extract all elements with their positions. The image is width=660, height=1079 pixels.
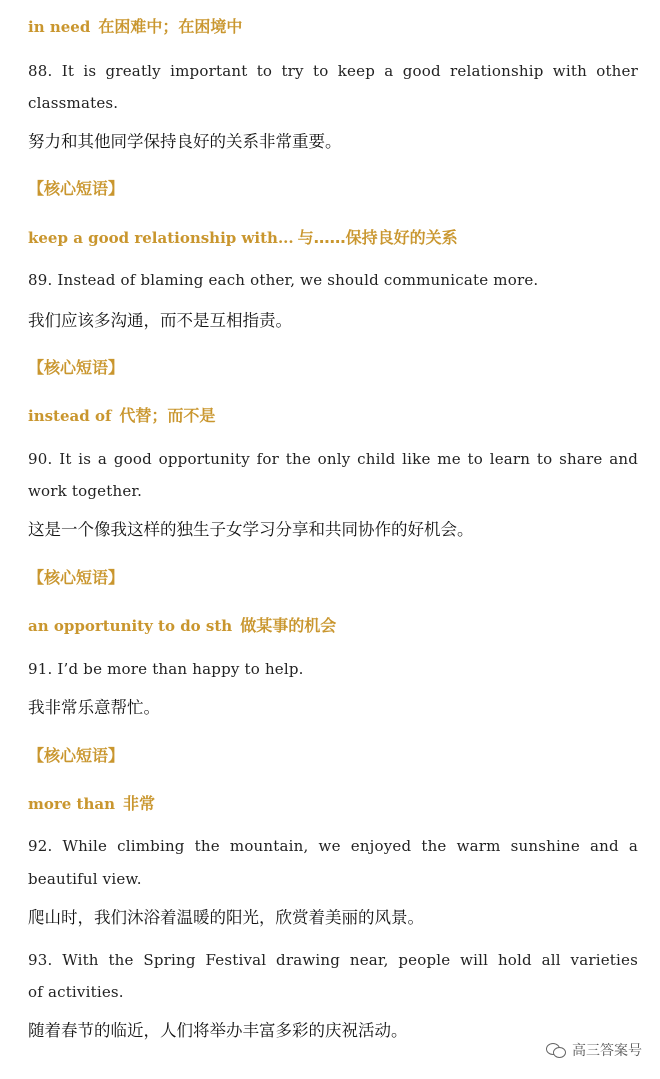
phrase-chinese: 与……保持良好的关系: [297, 228, 458, 247]
phrase-english: instead of: [28, 407, 112, 425]
sentence-88-chinese: 努力和其他同学保持良好的关系非常重要。: [28, 132, 342, 151]
sentence-93-english-line2: of activities.: [28, 983, 124, 1001]
watermark-text: 高三答案号: [572, 1043, 642, 1059]
sentence-90-english-line1: 90. It is a good opportunity for the only child like me to learn to share and: [28, 450, 638, 468]
phrase-opportunity: [28, 613, 638, 636]
phrase-english: an opportunity to do sth: [28, 617, 233, 635]
phrase-english: in need: [28, 18, 91, 36]
phrase-chinese: 在困难中；在困境中: [98, 17, 243, 36]
core-phrase-header: 【核心短语】: [28, 568, 125, 587]
sentence-93-english-line1: 93. With the Spring Festival drawing near, people will hold all varieties: [28, 951, 638, 969]
sentence-88-english-line1: 88. It is greatly important to try to keep a good relationship with other: [28, 62, 638, 80]
phrase-in-need: [28, 14, 638, 37]
phrase-chinese: 做某事的机会: [240, 616, 337, 635]
core-phrase-header: 【核心短语】: [28, 746, 125, 765]
sentence-90-english-line2: work together.: [28, 482, 143, 500]
sentence-91-english: 91. I’d be more than happy to help.: [28, 660, 304, 678]
sentence-92-chinese: 爬山时，我们沐浴着温暖的阳光，欣赏着美丽的风景。: [28, 908, 424, 927]
core-phrase-header: 【核心短语】: [28, 179, 125, 198]
phrase-instead-of: [28, 403, 638, 426]
watermark: [546, 1040, 642, 1060]
sentence-93-chinese: 随着春节的临近，人们将举办丰富多彩的庆祝活动。: [28, 1021, 408, 1040]
phrase-chinese: 代替；而不是: [119, 406, 216, 425]
sentence-89-english: 89. Instead of blaming each other, we should communicate more.: [28, 271, 539, 289]
sentence-88-english-line2: classmates.: [28, 94, 119, 112]
wechat-icon: [546, 1042, 566, 1058]
phrase-english: keep a good relationship with...: [28, 229, 294, 247]
sentence-90-chinese: 这是一个像我这样的独生子女学习分享和共同协作的好机会。: [28, 520, 474, 539]
sentence-89-chinese: 我们应该多沟通，而不是互相指责。: [28, 311, 292, 330]
core-phrase-header: 【核心短语】: [28, 358, 125, 377]
sentence-92-english-line1: 92. While climbing the mountain, we enjoyed the warm sunshine and a: [28, 837, 638, 855]
phrase-english: more than: [28, 795, 116, 813]
phrase-chinese: 非常: [123, 794, 156, 813]
sentence-92-english-line2: beautiful view.: [28, 870, 142, 888]
sentence-91-chinese: 我非常乐意帮忙。: [28, 698, 160, 717]
phrase-more-than: [28, 791, 638, 814]
phrase-keep-relationship: [28, 225, 638, 248]
